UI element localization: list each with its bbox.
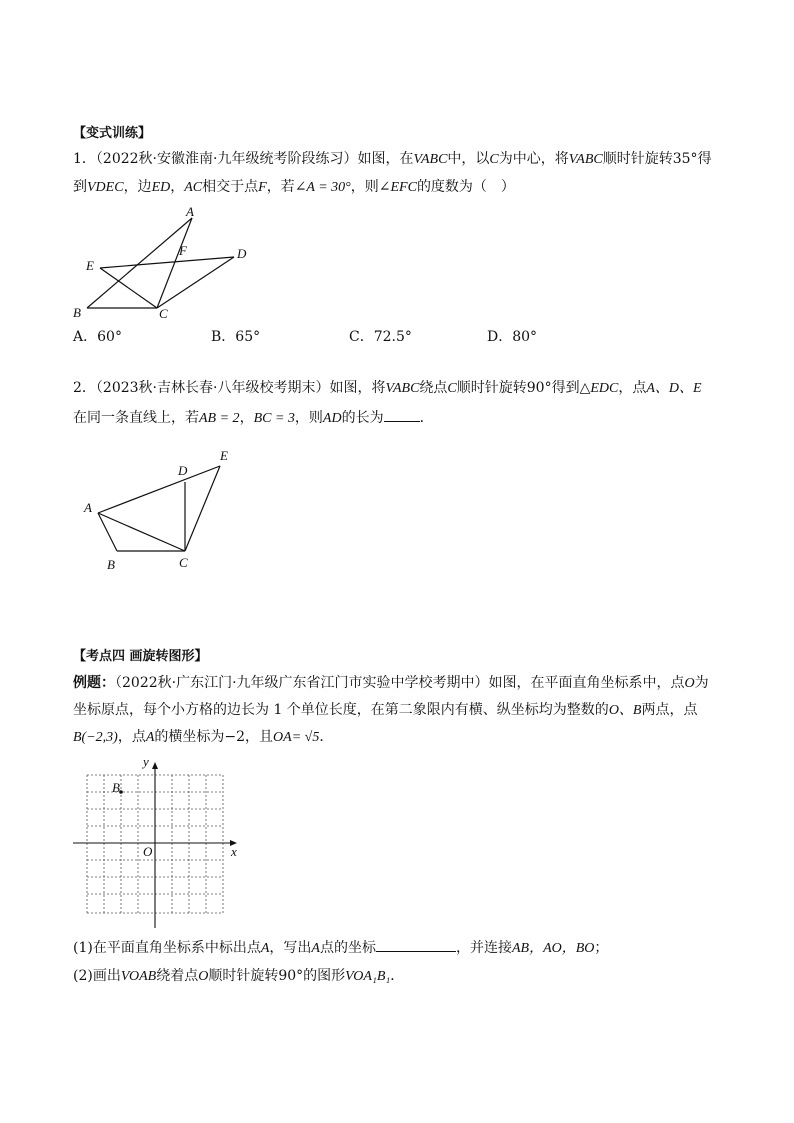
part-1-text: ； [594,940,609,956]
question-1-text: 为中心，将 [498,151,569,167]
rotation-angle: 90° [526,380,552,396]
example-text: ，点 [117,729,146,745]
point-c: C [447,381,457,396]
point-b-coordinates: B(−2,3) [73,730,118,745]
part-1 [73,937,608,959]
example-text: 如图，在平面直角坐标系中，点 [488,675,685,691]
part-2-text: (2)画出 [73,968,121,984]
point-c: C [489,152,499,167]
question-2-source: （2023秋·吉林长春·八年级校考期末） [95,380,330,396]
section-heading-variant-training: 【变式训练】 [73,126,152,141]
question-1-text: 顺时针旋转 [602,151,673,167]
option-c-letter: C． [349,329,374,345]
triangle-abc: VABC [568,152,603,167]
part-2-text: ． [390,968,405,984]
question-2-text: 顺时针旋转 [456,380,527,396]
part-2 [73,966,404,987]
question-1-source: （2022秋·安徽淮南·九年级统考阶段练习） [95,151,358,167]
part-2-text: 顺时针旋转 [208,968,279,984]
question-1-text: ， [170,179,185,195]
point-a: A [311,941,320,956]
rotation-angle: 35° [672,151,698,167]
point-b-label: B [112,780,120,795]
point-o: O [684,676,695,691]
oa-length: OA= √5 [273,730,320,745]
question-1-text: 相交于点 [202,179,259,195]
figure-1-label-e: E [86,258,94,273]
part-1-text: ，写出 [269,940,312,956]
example-text: 为 [694,675,709,691]
figure-1-label-d: D [237,246,247,261]
segment-ad: AD [322,411,342,426]
y-axis-label: y [143,754,149,769]
figure-1-label-c: C [159,306,168,321]
y-axis-arrow [152,762,158,769]
target-angle: ∠EFC [378,180,417,195]
option-a-value: 60° [97,329,122,345]
example-text: 的横坐标为 [154,729,225,745]
point-f: F [258,180,267,195]
question-1-text: ，边 [123,179,152,195]
option-d-value: 80° [512,329,538,345]
angle-condition: ∠A = 30° [294,180,351,195]
question-1-text: 如图，在 [357,151,414,167]
segment-ac: AC [184,180,203,195]
part-1-text: (1)在平面直角坐标系中标出点 [73,940,261,956]
figure-2-label-c: C [179,555,188,570]
section-heading-draw-rotation: 【考点四 画旋转图形】 [73,649,208,664]
a-abscissa: −2 [224,729,246,745]
part-1-text: ，并连接 [455,940,512,956]
question-2-text: 在同一条直线上，若 [73,410,199,426]
question-1-text: 中，以 [447,151,490,167]
points-ob: O、B [608,703,642,718]
question-2-text: 如图，将 [329,380,386,396]
question-1-text: 得 [697,151,712,167]
question-2-text: ，点 [618,380,647,396]
part-2-text: 绕着点 [156,968,199,984]
coordinate-answer-blank[interactable] [376,937,456,952]
question-1-text: 的度数为（ ） [416,179,515,195]
figure-2-label-e: E [220,448,228,463]
question-2-number: 2． [73,380,96,396]
triangle-oab: VOAB [120,969,157,984]
figure-2-label-b: B [107,557,115,572]
question-2-text: 的长为 [341,410,384,426]
points-ade: A、D、E [646,381,702,396]
question-2-text: ，则 [294,410,323,426]
example-text: 两点，点 [641,702,698,718]
example-text: 坐标原点，每个小方格的边长为 1 个单位长度，在第二象限内有横、纵坐标均为整数的 [73,702,609,718]
option-a-letter: A． [73,329,98,345]
figure-1-label-f: F [179,243,187,258]
example-text: ，且 [245,729,274,745]
question-2-text: 绕点 [419,380,448,396]
given-ab: AB = 2 [199,411,240,426]
rotation-angle: 90° [278,968,304,984]
question-1-text: ，若 [266,179,295,195]
question-2-text: ． [419,410,434,426]
origin-label: O [143,844,153,859]
figure-2-label-d: D [178,463,188,478]
point-o: O [198,969,209,984]
example-label: 例题： [73,675,115,691]
segments-list: AB，AO，BO [511,941,595,956]
point-a: A [260,941,270,956]
figure-2-label-a: A [84,500,92,515]
figure-1-label-a: A [186,204,194,219]
option-d-letter: D． [487,329,513,345]
question-2-text: ， [239,410,254,426]
triangle-dec: VDEC [87,180,124,195]
triangle-abc: VABC [413,152,448,167]
segment-ed: ED [151,180,171,195]
part-2-text: 的图形 [303,968,346,984]
example-source: （2022秋·广东江门·九年级广东省江门市实验中学校考期中） [115,675,489,691]
triangle-abc: VABC [385,381,420,396]
question-2-text: 得到 [551,380,580,396]
triangle-edc: △EDC [579,381,619,396]
triangle-oa1b1: VOA₁B₁ [345,969,391,984]
option-b-value: 65° [235,329,261,345]
question-1-text: 到 [73,179,87,195]
figure-1-label-b: B [73,305,81,320]
point-a: A [145,730,155,745]
option-c-value: 72.5° [373,329,412,345]
example-text: ． [319,729,334,745]
x-axis-label: x [231,844,237,859]
part-1-text: 点的坐标 [319,940,376,956]
option-b-letter: B． [211,329,236,345]
question-1-number: 1． [73,151,96,167]
given-bc: BC = 3 [253,411,295,426]
question-1-text: ，则 [350,179,379,195]
